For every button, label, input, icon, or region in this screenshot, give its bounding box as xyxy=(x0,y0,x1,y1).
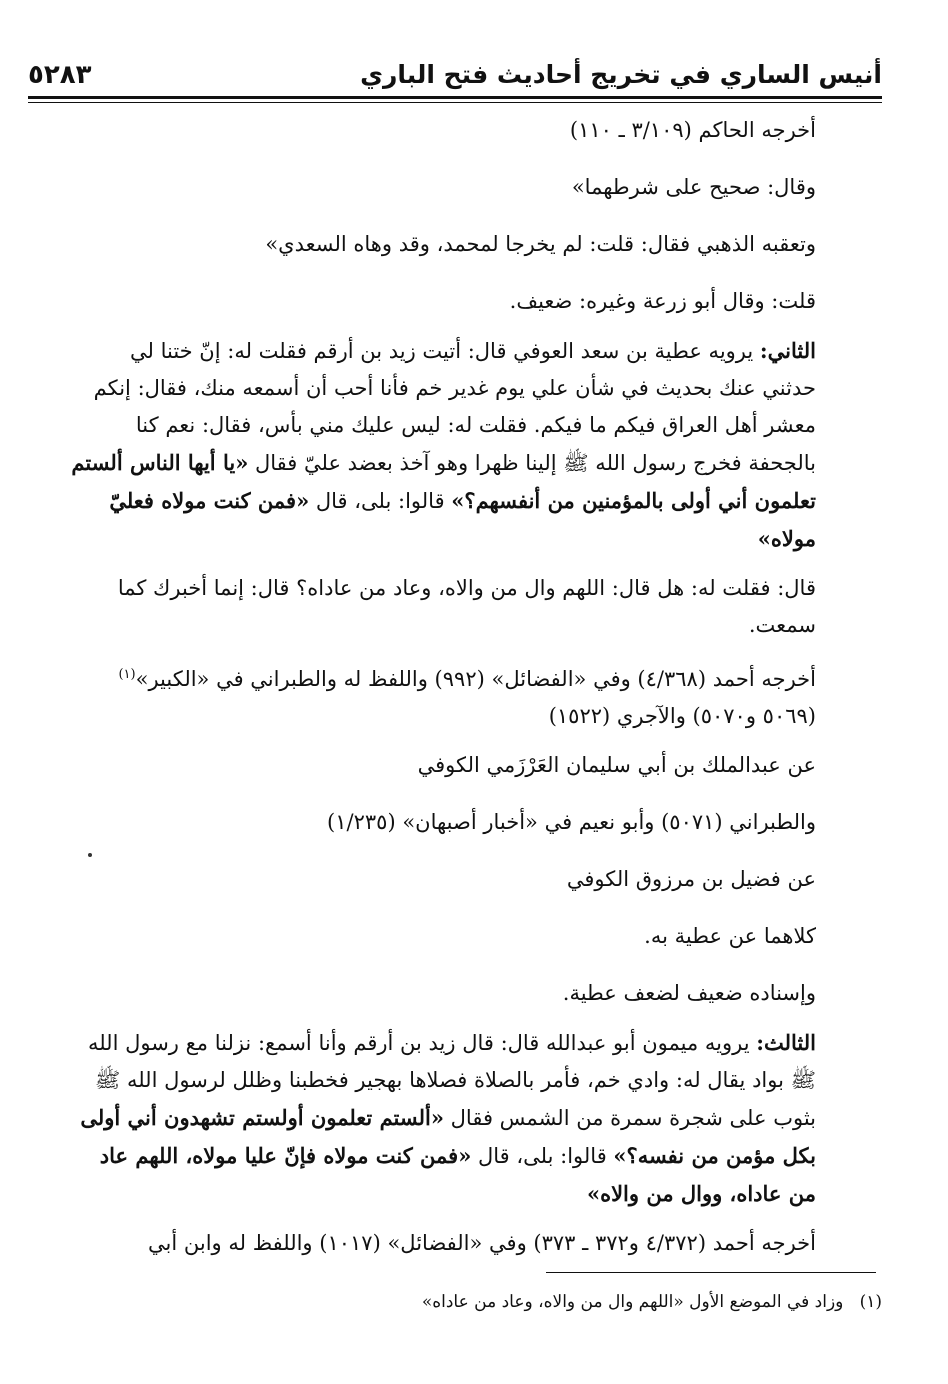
paragraph-third-narration xyxy=(70,1024,876,1213)
hadith-quote: «ألستم تعلمون أولستم تشهدون أني أولى بكل مؤمن من نفسه؟» xyxy=(80,1105,816,1168)
paragraph-text: يرويه ميمون أبو عبدالله قال: قال زيد بن أرقم وأنا أسمع: نزلنا مع رسول الله ﷺ بواد يقال له: وادي خم، فأمر بالصلاة فصلاها بهجير فخطبنا وظلل لرسول الله ﷺ بثوب على شجرة سمرة من الشمس فقال xyxy=(87,1031,816,1130)
footnote-marker: (١) xyxy=(859,1292,882,1312)
paragraph-text: أخرجه أحمد (٤/٣٦٨) وفي «الفضائل» (٩٩٢) واللفظ له والطبراني في «الكبير» xyxy=(135,667,816,691)
header-rule-thick xyxy=(28,96,882,99)
book-title: أنيس الساري في تخريج أحاديث فتح الباري xyxy=(360,60,882,89)
footnote-separator xyxy=(546,1272,876,1273)
paragraph-takhrij xyxy=(70,656,876,735)
text-line: وتعقبه الذهبي فقال: قلت: لم يخرجا لمحمد، وقد وهاه السعدي» xyxy=(265,232,816,256)
text-line: كلاهما عن عطية به. xyxy=(644,924,816,948)
footnote-reference[interactable]: (١) xyxy=(118,667,136,682)
main-text xyxy=(70,112,876,1262)
footnote xyxy=(70,1288,882,1316)
section-label: الثالث: xyxy=(756,1030,816,1055)
text-line: وقال: صحيح على شرطهما» xyxy=(571,175,816,199)
header-rule-thin xyxy=(28,102,882,103)
hadith-quote: «يا أيها الناس ألستم تعلمون أني أولى بالمؤمنين من أنفسهم؟» xyxy=(71,450,816,513)
page-number: ٥٢٨٣ xyxy=(28,60,92,90)
text-line: قلت: وقال أبو زرعة وغيره: ضعيف. xyxy=(509,289,816,313)
paragraph-text: (٥٠٦٩ و٥٠٧٠) والآجري (١٥٢٢) xyxy=(548,704,816,728)
text-line: وإسناده ضعيف لضعف عطية. xyxy=(562,981,816,1005)
paragraph: أخرجه أحمد (٤/٣٧٢ و٣٧٢ ـ ٣٧٣) وفي «الفضائل» (١٠١٧) واللفظ له وابن أبي xyxy=(148,1231,816,1255)
paragraph-text: يرويه عطية بن سعد العوفي قال: أتيت زيد بن أرقم فقلت له: إنّ ختنا لي حدثني عنك بحديث في شأن علي يوم غدير خم فأنا أحب أن أسمعه منك، فقال: إنكم معشر أهل العراق فيكم ما فيكم. فقلت له: ليس عليك مني بأس، فقال: نعم كنا بالجحفة فخرج رسول الله ﷺ إلينا ظهرا وهو آخذ بعضد عليّ فقال xyxy=(93,339,816,475)
section-label: الثاني: xyxy=(759,338,816,363)
paragraph-text: قالوا: بلى، قال xyxy=(309,489,452,513)
print-speck xyxy=(88,853,92,857)
hadith-quote: «فمن كنت مولاه فإنّ عليا مولاه، اللهم عاد من عاداه، ووال من والاه» xyxy=(99,1143,816,1206)
hadith-quote: «فمن كنت مولاه فعليّ مولاه» xyxy=(109,488,816,551)
text-line: عن عبدالملك بن أبي سليمان العَرْزَمي الكوفي xyxy=(417,753,816,777)
paragraph: قال: فقلت له: هل قال: اللهم وال من والاه، وعاد من عاداه؟ قال: إنما أخبرك كما سمعت. xyxy=(117,576,816,637)
text-line: عن فضيل بن مرزوق الكوفي xyxy=(566,867,816,891)
running-header xyxy=(28,52,882,94)
paragraph-text: قالوا: بلى، قال xyxy=(471,1144,614,1168)
text-line: أخرجه الحاكم (٣/١٠٩ ـ ١١٠) xyxy=(569,118,816,142)
paragraph-second-narration xyxy=(70,332,876,558)
footnote-text: وزاد في الموضع الأول «اللهم وال من والاه، وعاد من عاداه» xyxy=(421,1292,844,1312)
text-line: والطبراني (٥٠٧١) وأبو نعيم في «أخبار أصبهان» (١/٢٣٥) xyxy=(327,810,816,834)
